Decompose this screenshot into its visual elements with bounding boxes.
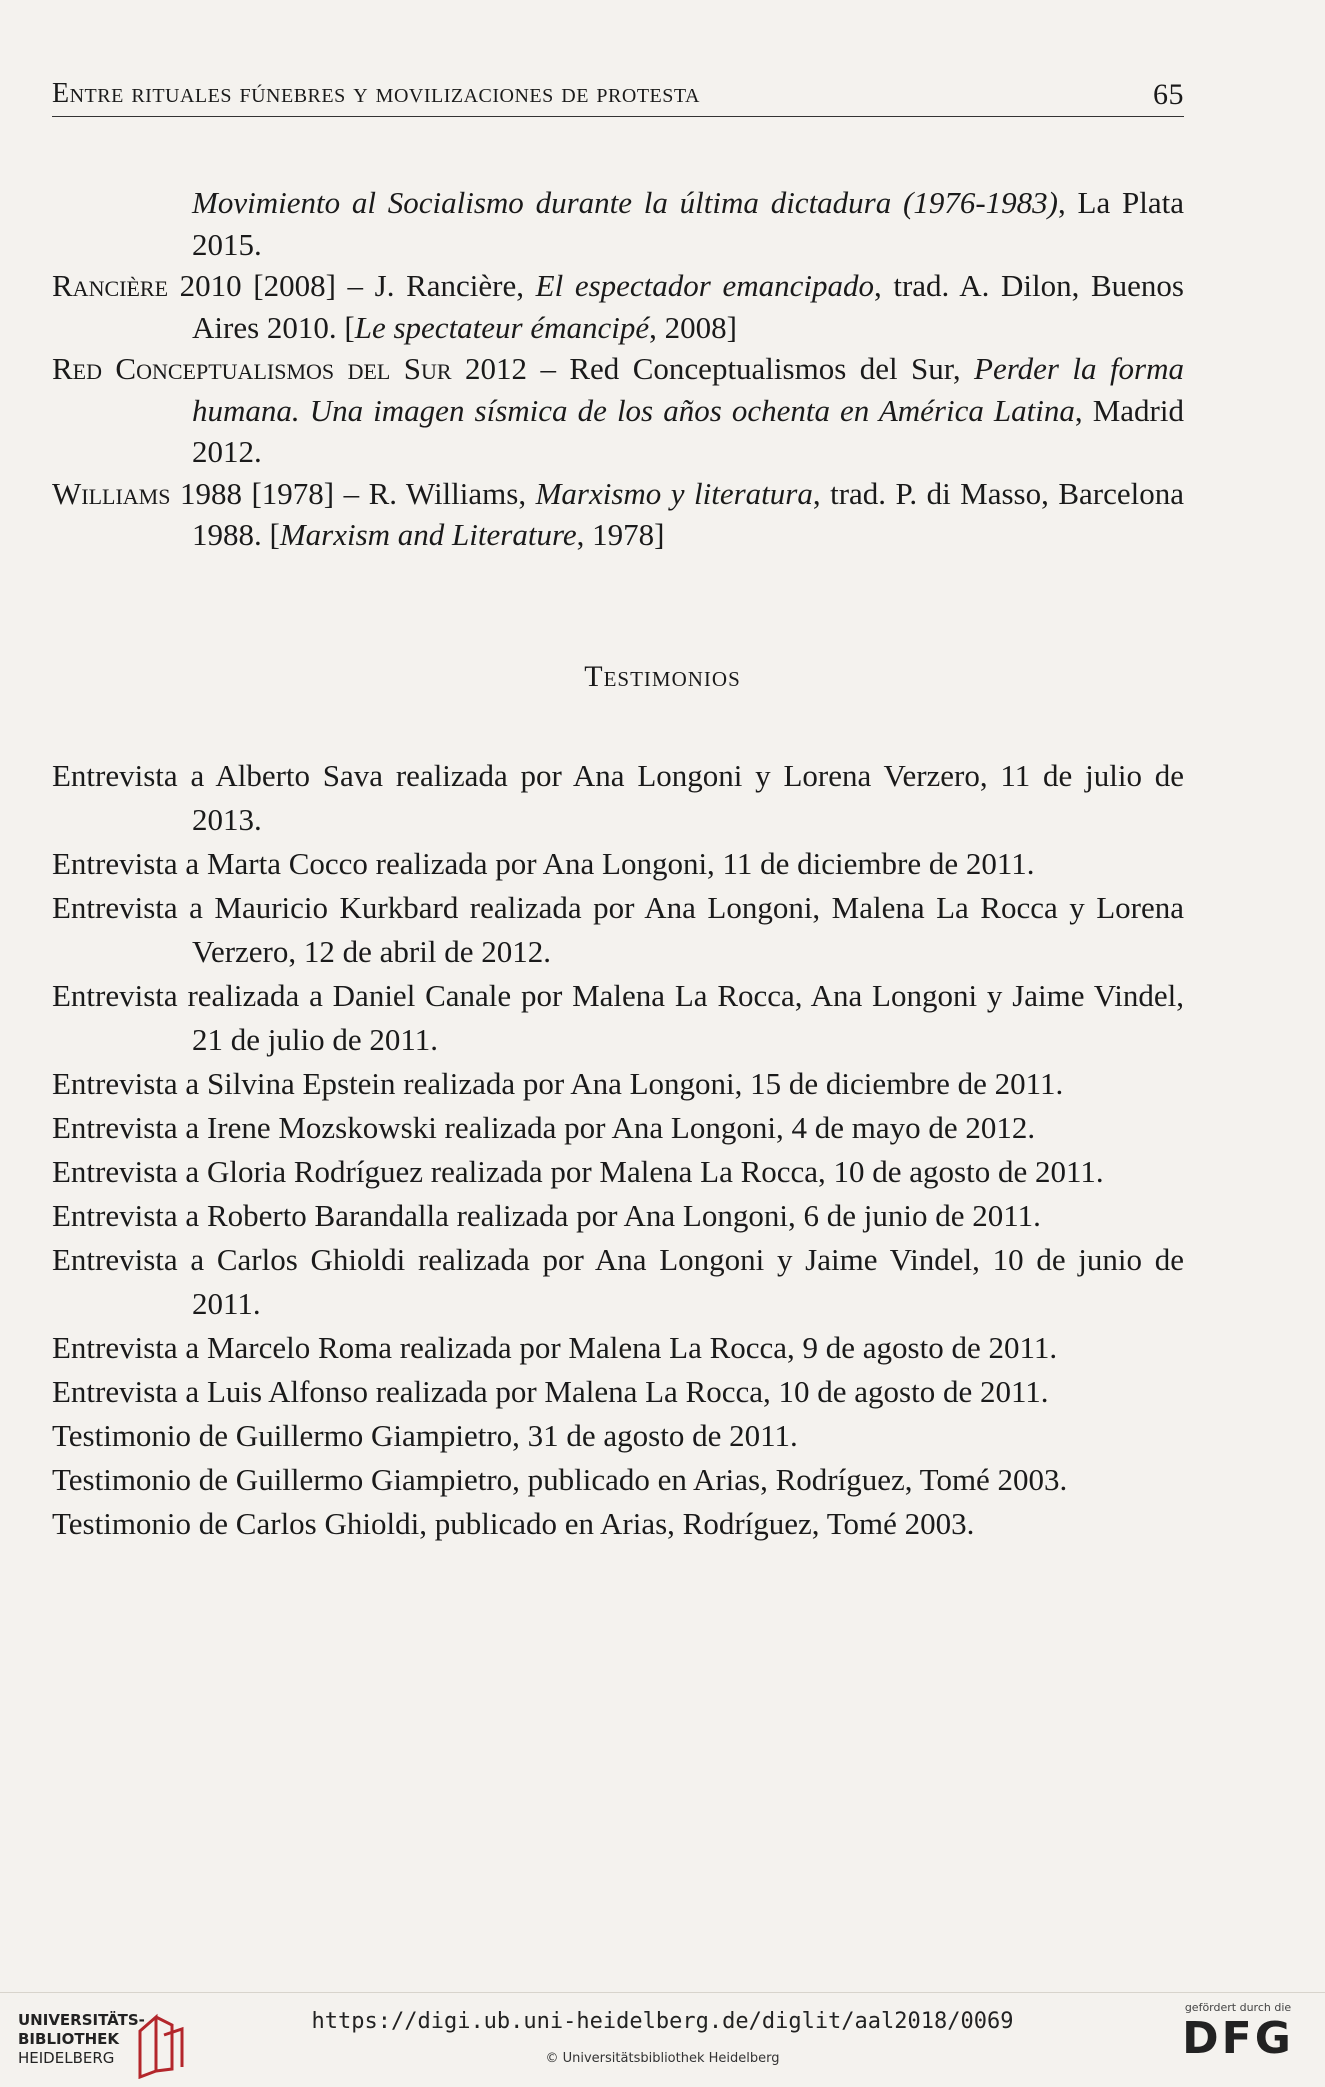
list-item: Entrevista a Mauricio Kurkbard realizada por Ana Longoni, Malena La Rocca y Lorena Verzero, 12 de abril de 2012.	[52, 890, 1184, 969]
list-item: Testimonio de Guillermo Giampietro, 31 de agosto de 2011.	[52, 1418, 798, 1453]
list-item: Testimonio de Carlos Ghioldi, publicado en Arias, Rodríguez, Tomé 2003.	[52, 1506, 975, 1541]
viewer-footer	[0, 1992, 1325, 2087]
section-title: Testimonios	[584, 660, 741, 693]
funder-note: gefördert durch die	[1184, 2001, 1292, 2014]
permalink-url[interactable]: https://digi.ub.uni-heidelberg.de/diglit/aal2018/0069	[311, 2009, 1014, 2034]
list-item: Entrevista a Luis Alfonso realizada por Malena La Rocca, 10 de agosto de 2011.	[52, 1374, 1049, 1409]
bibliography	[52, 182, 1184, 556]
library-name-line3: HEIDELBERG	[18, 2049, 115, 2067]
list-item: Testimonio de Guillermo Giampietro, publicado en Arias, Rodríguez, Tomé 2003.	[52, 1462, 1068, 1497]
list-item: Entrevista a Marcelo Roma realizada por Malena La Rocca, 9 de agosto de 2011.	[52, 1330, 1058, 1365]
bibliography-entry: Movimiento al Socialismo durante la última dictadura (1976-1983), La Plata 2015.	[192, 185, 1184, 262]
library-name-line1: UNIVERSITÄTS-	[18, 2011, 145, 2029]
list-item: Entrevista a Marta Cocco realizada por Ana Longoni, 11 de diciembre de 2011.	[52, 846, 1035, 881]
bibliography-entry: Williams 1988 [1978] – R. Williams, Marxismo y literatura, trad. P. di Masso, Barcelona 1988. [Marxism and Literature, 1978]	[52, 475, 1185, 552]
page-number: 65	[1153, 78, 1184, 111]
library-name-line2: BIBLIOTHEK	[18, 2030, 119, 2048]
list-item: Entrevista realizada a Daniel Canale por Malena La Rocca, Ana Longoni y Jaime Vindel, 21 de julio de 2011.	[52, 978, 1184, 1057]
funder-logo[interactable]	[1173, 2001, 1303, 2081]
dfg-logo: DFG	[1182, 2013, 1294, 2064]
bibliography-entry: Rancière 2010 [2008] – J. Rancière, El espectador emancipado, trad. A. Dilon, Buenos Aires 2010. [Le spectateur émancipé, 2008]	[52, 268, 1184, 345]
running-head	[52, 78, 1184, 117]
testimonios-list	[52, 754, 1184, 1546]
list-item: Entrevista a Irene Mozskowski realizada por Ana Longoni, 4 de mayo de 2012.	[52, 1110, 1036, 1145]
bibliography-entry: Red Conceptualismos del Sur 2012 – Red Conceptualismos del Sur, Perder la forma humana. Una imagen sísmica de los años ochenta en América Latina, Madrid 2012.	[52, 351, 1185, 469]
list-item: Entrevista a Gloria Rodríguez realizada por Malena La Rocca, 10 de agosto de 2011.	[52, 1154, 1104, 1189]
list-item: Entrevista a Silvina Epstein realizada por Ana Longoni, 15 de diciembre de 2011.	[52, 1066, 1064, 1101]
copyright-notice: © Universitätsbibliothek Heidelberg	[545, 2051, 780, 2066]
list-item: Entrevista a Alberto Sava realizada por Ana Longoni y Lorena Verzero, 11 de julio de 2013.	[52, 758, 1184, 837]
list-item: Entrevista a Carlos Ghioldi realizada por Ana Longoni y Jaime Vindel, 10 de junio de 2011.	[52, 1242, 1184, 1321]
list-item: Entrevista a Roberto Barandalla realizada por Ana Longoni, 6 de junio de 2011.	[52, 1198, 1041, 1233]
running-title: Entre rituales fúnebres y movilizaciones de protesta	[52, 78, 700, 109]
